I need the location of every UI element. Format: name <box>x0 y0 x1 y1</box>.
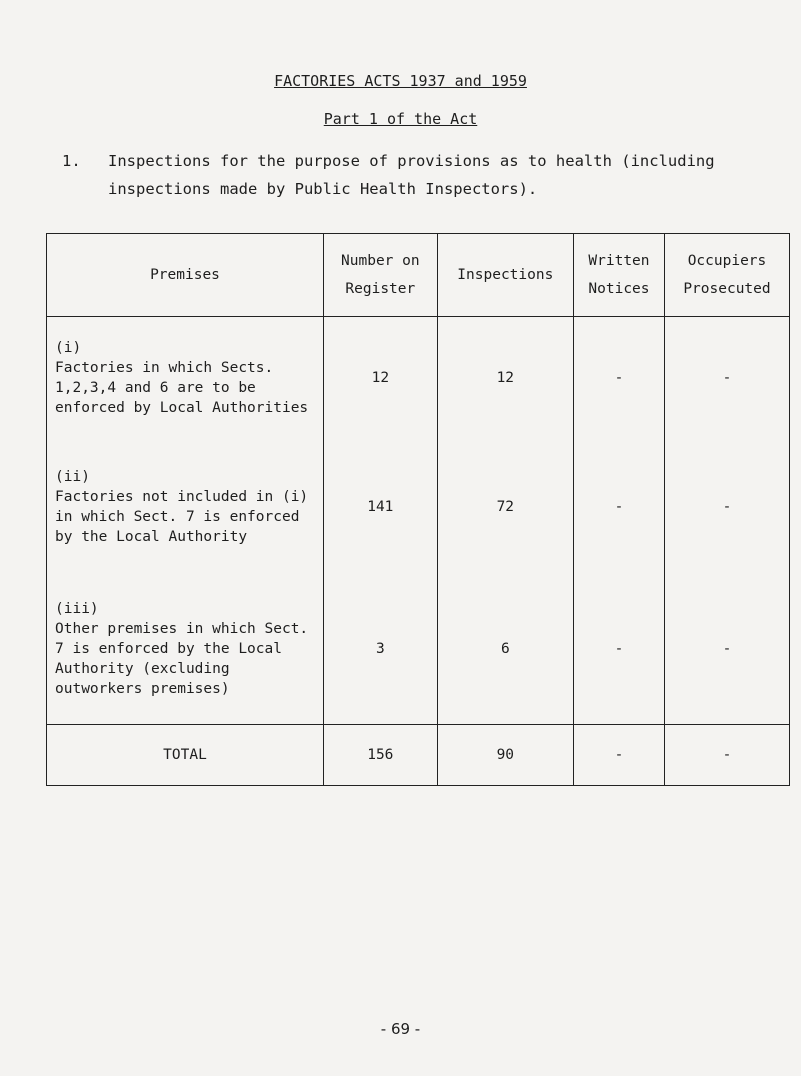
total-notices: - <box>573 725 664 786</box>
row-description: Factories in which Sects. 1,2,3,4 and 6 are to be enforced by Local Authorities <box>55 359 309 416</box>
page-number: - 69 - <box>380 1020 421 1038</box>
inspections-table <box>46 233 790 786</box>
part-title <box>0 110 801 128</box>
section-intro <box>62 147 762 203</box>
row-premises-cell <box>47 317 324 439</box>
total-label: TOTAL <box>47 725 324 786</box>
row-register: 141 <box>324 439 438 575</box>
header-number-on-register: Number on Register <box>324 234 438 317</box>
row-prosecuted: - <box>664 317 789 439</box>
row-prosecuted: - <box>664 575 789 725</box>
row-premises-cell <box>47 575 324 725</box>
heading-text: FACTORIES ACTS 1937 and 1959 <box>274 72 527 90</box>
total-inspections: 90 <box>437 725 573 786</box>
total-row <box>47 725 790 786</box>
header-premises: Premises <box>47 234 324 317</box>
row-notices: - <box>573 439 664 575</box>
document-heading <box>0 72 801 90</box>
row-id: (iii) <box>55 601 99 618</box>
row-notices: - <box>573 317 664 439</box>
section-number: 1. <box>62 152 81 170</box>
row-register: 3 <box>324 575 438 725</box>
row-id: (i) <box>55 339 82 356</box>
table-row <box>47 317 790 439</box>
row-inspections: 6 <box>437 575 573 725</box>
row-premises-cell <box>47 439 324 575</box>
row-register: 12 <box>324 317 438 439</box>
header-inspections: Inspections <box>437 234 573 317</box>
section-text-line-1: Inspections for the purpose of provisions as to health (including <box>108 152 715 170</box>
total-prosecuted: - <box>664 725 789 786</box>
row-description: Other premises in which Sect. 7 is enforced by the Local Authority (excluding outworkers premises) <box>55 621 309 698</box>
part-title-text: Part 1 of the Act <box>323 110 478 128</box>
section-text-line-2: inspections made by Public Health Inspectors). <box>108 180 538 198</box>
row-prosecuted: - <box>664 439 789 575</box>
header-written-notices: Written Notices <box>573 234 664 317</box>
row-inspections: 12 <box>437 317 573 439</box>
row-id: (ii) <box>55 468 90 485</box>
total-register: 156 <box>324 725 438 786</box>
row-inspections: 72 <box>437 439 573 575</box>
table-header-row <box>47 234 790 317</box>
row-notices: - <box>573 575 664 725</box>
header-occupiers-prosecuted: Occupiers Prosecuted <box>664 234 789 317</box>
table-row <box>47 439 790 575</box>
row-description: Factories not included in (i) in which Sect. 7 is enforced by the Local Authority <box>55 488 309 545</box>
table-row <box>47 575 790 725</box>
section-line-1 <box>62 147 762 175</box>
